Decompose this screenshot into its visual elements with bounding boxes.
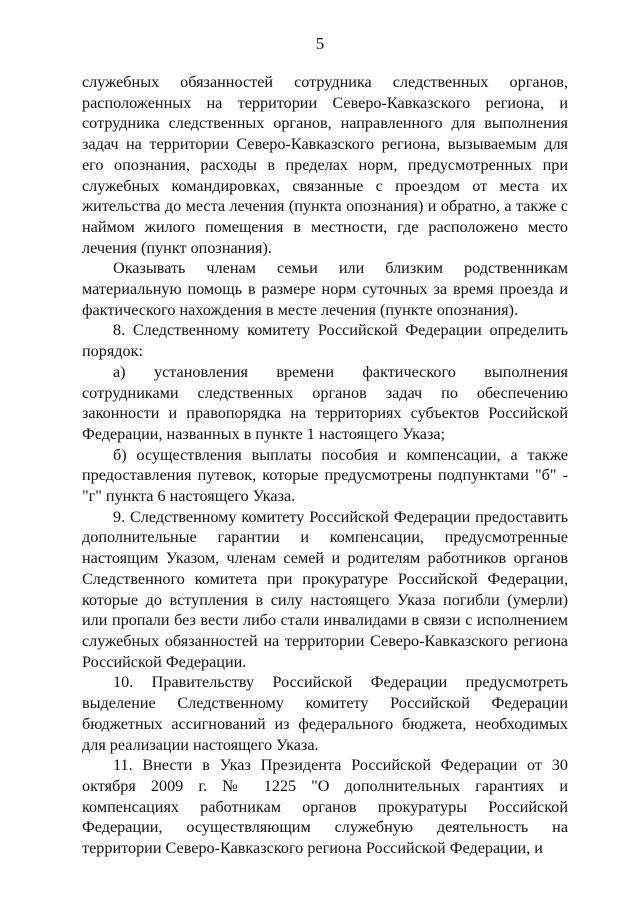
paragraph-material-aid: Оказывать членам семьи или близким родственникам материальную помощь в размере норм суточных за время проезда и фактического нахождения в месте лечения (пункте опознания). (82, 259, 568, 319)
document-body (82, 72, 568, 859)
page-number: 5 (315, 34, 325, 53)
paragraph-item-10: 10. Правительству Российской Федерации предусмотреть выделение Следственному комитету Российской Федерации бюджетных ассигнований из федерального бюджета, необходимых для реализации настоящего Указа. (82, 673, 568, 754)
paragraph-item-8a: а) установления времени фактического выполнения сотрудниками следственных органов задач по обеспечению законности и правопорядка на территориях субъектов Российской Федерации, названных в пункте 1 настоящего Указа; (82, 362, 568, 443)
paragraph-item-11: 11. Внести в Указ Президента Российской Федерации от 30 октября 2009 г. № 1225 "О дополнительных гарантиях и компенсациях работникам органов прокуратуры Российской Федерации, осуществляющим служебную деятельность на территории Северо-Кавказского региона Российской Федерации, и (82, 756, 568, 858)
paragraph-item-9: 9. Следственному комитету Российской Федерации предоставить дополнительные гарантии и компенсации, предусмотренные настоящим Указом, членам семей и родителям работников органов Следственного комитета при прокуратуре Российской Федерации, которые до вступления в силу настоящего Указа погибли (умерли) или пропали без вести либо стали инвалидами в связи с исполнением служебных обязанностей на территории Северо-Кавказского региона Российской Федерации. (82, 507, 568, 671)
paragraph-continuation: служебных обязанностей сотрудника следственных органов, расположенных на территории Северо-Кавказского региона, и сотрудника следственных органов, направленного для выполнения задач на территории Северо-Кавказского региона, вызываемым для его опознания, расходы в пределах норм, предусмотренных при служебных командировках, связанные с проездом от места их жительства до места лечения (пункта опознания) и обратно, а также с наймом жилого помещения в местности, где расположено место лечения (пункт опознания). (82, 73, 568, 257)
paragraph-item-8: 8. Следственному комитету Российской Федерации определить порядок: (82, 321, 568, 361)
paragraph-item-8b: б) осуществления выплаты пособия и компенсации, а также предоставления путевок, которые предусмотрены подпунктами "б" - "г" пункта 6 настоящего Указа. (82, 445, 568, 506)
